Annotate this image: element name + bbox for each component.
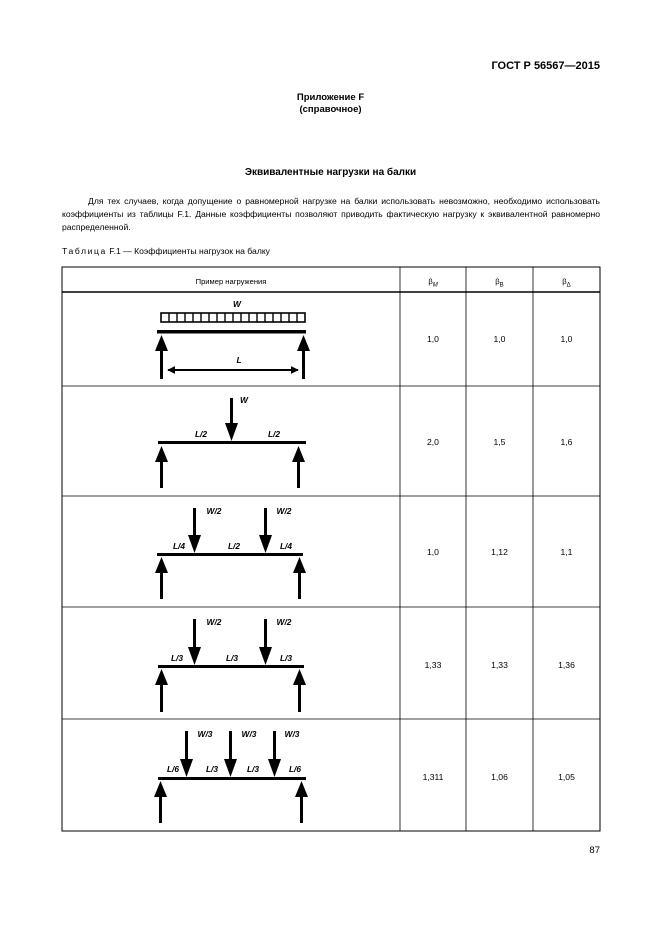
beta-b-value: 1,33 (491, 660, 508, 670)
beam (157, 553, 303, 556)
beta-delta-value: 1,0 (560, 334, 573, 344)
segment-label: L/6 (166, 764, 180, 774)
load-label: W/2 (276, 617, 292, 627)
span-label: L (236, 355, 242, 365)
page-number: 87 (589, 845, 600, 856)
beta-b-value: 1,12 (491, 547, 508, 557)
beta-b-subscript: B (499, 282, 504, 289)
segment-label: L/2 (194, 429, 208, 439)
beta-m-value: 1,311 (422, 772, 444, 782)
support-left-arrow (155, 446, 168, 488)
diagram-third-point-loads (155, 619, 306, 712)
beta-m-value: 1,0 (427, 547, 439, 557)
beta-b-value: 1,0 (493, 334, 506, 344)
beta-b-value: 1,06 (491, 772, 508, 782)
segment-label: L/2 (227, 541, 241, 551)
header-beta-m (400, 277, 466, 289)
support-left-arrow (154, 781, 167, 823)
beta-m-value: 2,0 (427, 437, 439, 447)
diagram-quarter-point-loads (155, 508, 306, 599)
document-code: ГОСТ Р 56567—2015 (491, 60, 600, 72)
table-caption-text: F.1 — Коэффициенты нагрузок на балку (106, 246, 270, 256)
beam (157, 330, 306, 334)
beta-delta-value: 1,36 (558, 660, 575, 670)
beta-b-value: 1,5 (493, 437, 506, 447)
header-beta-delta (533, 277, 600, 289)
load-label: W (240, 395, 248, 405)
appendix-subtitle: (справочное) (299, 104, 362, 115)
beam (158, 441, 306, 444)
beta-m-value: 1,0 (427, 334, 439, 344)
intro-paragraph: Для тех случаев, когда допущение о равномерной нагрузке на балки использовать невозможно, необходимо использовать коэффициенты из таблицы F.1. Данные коэффициенты позволяют приводить фактическую нагрузку к эквивалентной равномерно распределенной. (62, 196, 600, 232)
beam (158, 777, 306, 780)
segment-label: L/2 (267, 429, 281, 439)
diagram-uniform-load (155, 313, 310, 379)
support-left-arrow (155, 557, 168, 599)
beta-delta-value: 1,6 (560, 437, 573, 447)
support-right-arrow (292, 446, 305, 488)
support-right-arrow (297, 335, 310, 379)
segment-label: L/3 (205, 764, 219, 774)
support-left-arrow (155, 335, 168, 379)
segment-label: L/6 (288, 764, 302, 774)
load-label: W/2 (206, 506, 222, 516)
segment-label: L/3 (170, 653, 184, 663)
segment-label: L/3 (225, 653, 239, 663)
diagram-three-point-loads (154, 731, 308, 823)
segment-label: L/4 (279, 541, 293, 551)
beta-symbol: β (562, 277, 567, 286)
appendix-title: Приложение F (296, 92, 365, 103)
header-load-example: Пример нагружения (195, 277, 267, 286)
load-label: W/2 (206, 617, 222, 627)
beta-m-value: 1,33 (424, 660, 442, 670)
diagram-central-load (155, 398, 306, 488)
segment-label: L/3 (279, 653, 293, 663)
load-label: W/3 (284, 729, 300, 739)
support-right-arrow (295, 781, 308, 823)
beta-delta-value: 1,1 (560, 547, 573, 557)
load-label: W/3 (197, 729, 213, 739)
table-caption-label: Таблица (62, 246, 107, 256)
load-label: W/3 (241, 729, 257, 739)
support-right-arrow (293, 669, 306, 712)
beta-delta-subscript: Δ (566, 282, 571, 289)
beta-symbol: β (495, 277, 500, 286)
load-label: W (233, 299, 241, 309)
section-title: Эквивалентные нагрузки на балки (244, 167, 417, 178)
support-right-arrow (293, 557, 306, 599)
beta-delta-value: 1,05 (558, 772, 575, 782)
header-beta-b (466, 277, 533, 289)
support-left-arrow (155, 669, 168, 712)
load-label: W/2 (276, 506, 292, 516)
beta-symbol: β (428, 277, 433, 286)
beta-m-subscript: M (432, 282, 438, 289)
beam (158, 665, 304, 668)
segment-label: L/3 (246, 764, 260, 774)
segment-label: L/4 (172, 541, 186, 551)
